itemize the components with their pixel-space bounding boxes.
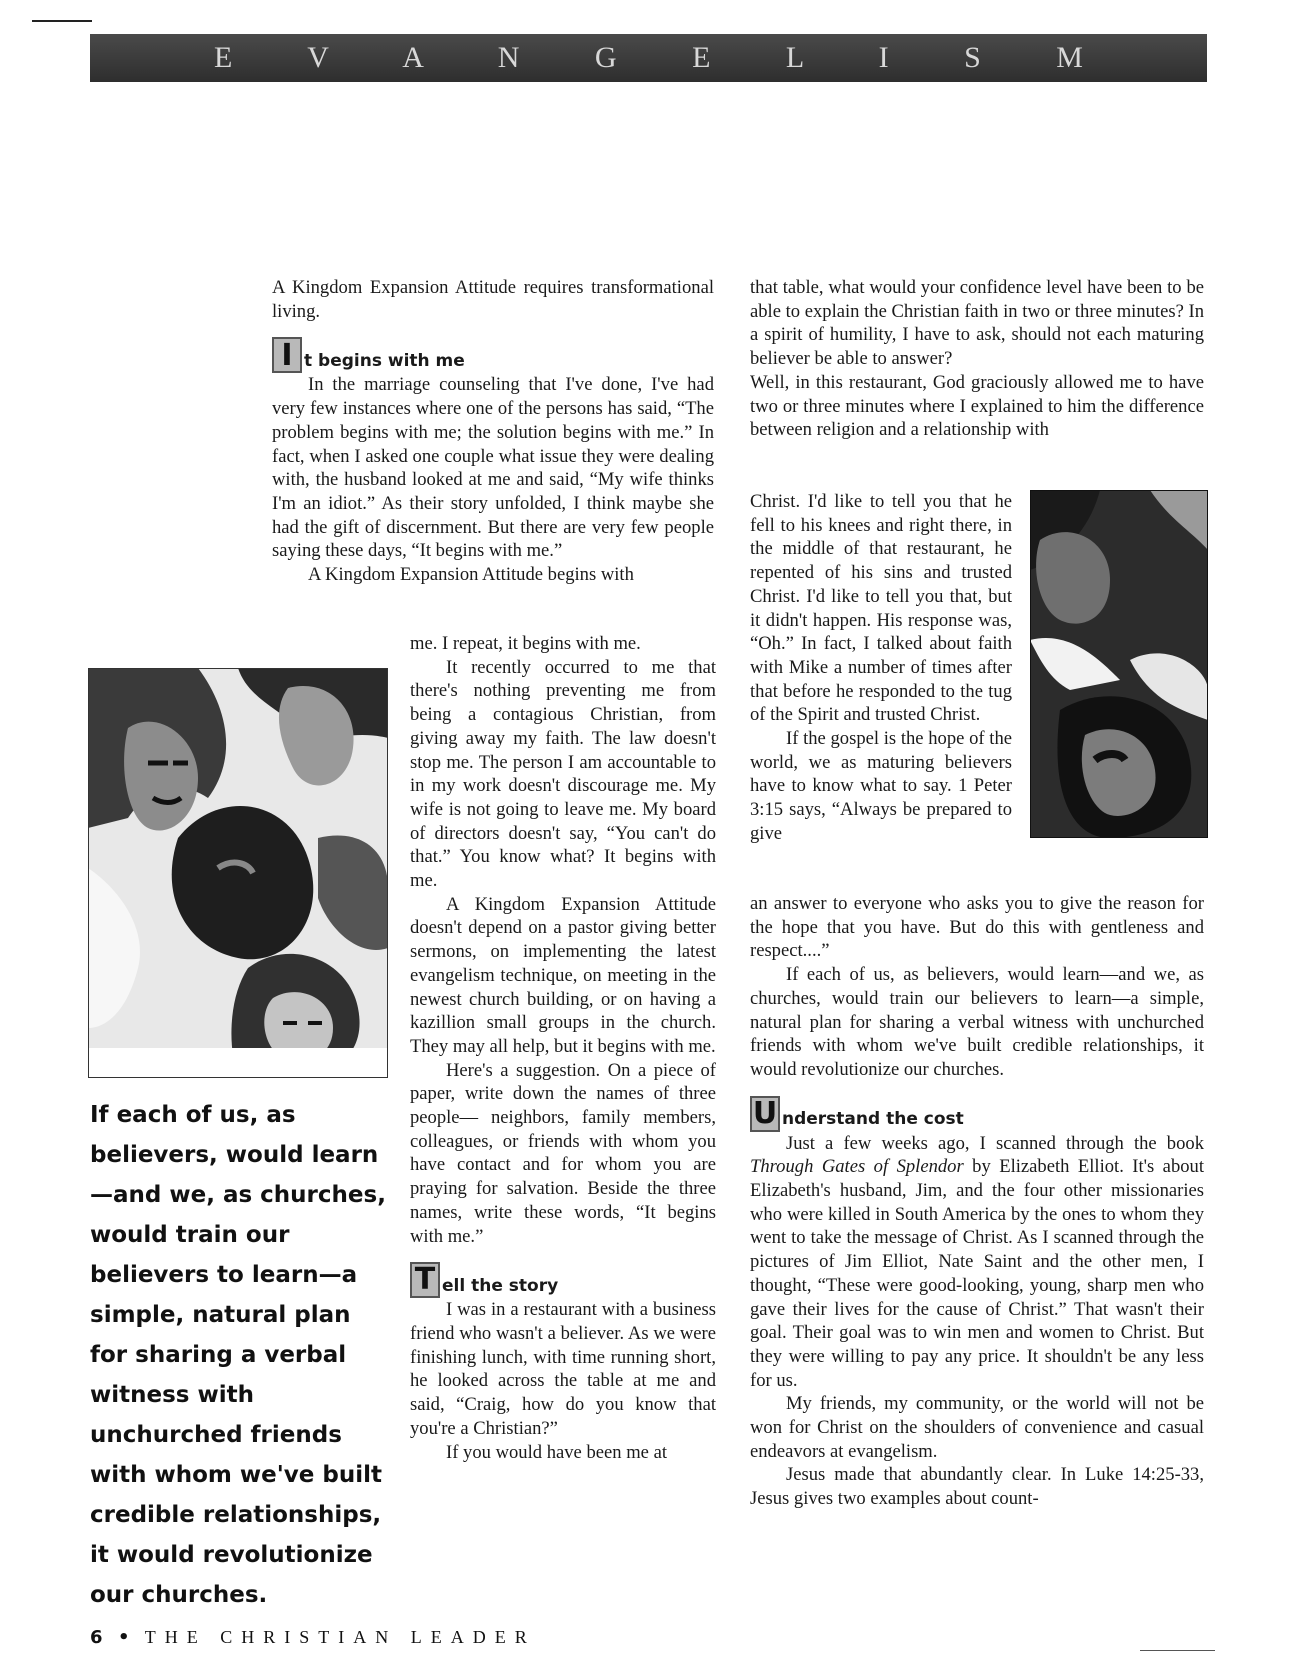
paragraph: I was in a restaurant with a business friend who wasn't a believer. As we were finishing lunch, with time running short, he looked across the table at me and said, “Craig, how do you know that you're a Christian?” — [410, 1299, 716, 1439]
illustration-crowd-left — [88, 668, 388, 1078]
section-title: E V A N G E L I S M — [214, 41, 1117, 74]
column-2 — [750, 276, 1204, 442]
paragraph: A Kingdom Expansion Attitude begins with — [308, 564, 634, 586]
paragraph: If each of us, as believers, would learn—and we, as churches, would train our believers to learn—a simple, natural plan for sharing a verbal witness with unchurched friends with whom we've built credible relationships, it would revolutionize our churches. — [750, 964, 1204, 1080]
paragraph: an answer to everyone who asks you to give the reason for the hope that you have. But do this with gentleness and respect....” — [750, 893, 1204, 962]
top-rule — [32, 20, 92, 22]
book-title: Through Gates of Splendor — [750, 1156, 964, 1178]
subhead-text: t begins with me — [304, 350, 465, 371]
magazine-name: THE CHRISTIAN LEADER — [144, 1627, 536, 1647]
paragraph: My friends, my community, or the world will not be won for Christ on the shoulders of convenience and casual endeavors at evangelism. — [750, 1393, 1204, 1462]
subhead-tell-the-story — [410, 1262, 716, 1298]
column-2-narrow — [750, 490, 1012, 846]
text-span: Just a few weeks ago, I scanned through the book — [786, 1132, 1204, 1154]
page-number: 6 — [90, 1627, 105, 1648]
drop-cap: I — [272, 337, 302, 373]
paragraph: that table, what would your confidence level have been to be able to explain the Christian faith in two or three minutes? In a spirit of humility, I have to ask, should not each maturing believer be able to answer? — [750, 277, 1204, 370]
drop-cap: U — [750, 1096, 780, 1132]
footer-bullet: • — [118, 1627, 132, 1648]
subhead-text: nderstand the cost — [782, 1108, 964, 1129]
paragraph: In the marriage counseling that I've done, I've had very few instances where one of the persons has said, “The problem begins with me; the solution begins with me.” In fact, when I asked one couple what issue they were dealing with, the husband looked at me and said, “My wife thinks I'm an idiot.” As their story unfolded, I think maybe she had the gift of discernment. But there are very few people saying these days, “It begins with me.” — [272, 374, 714, 562]
section-banner — [90, 34, 1207, 82]
column-2-lower — [750, 892, 1204, 1511]
pull-quote: If each of us, as believers, would learn—and we, as churches, would train our believers to learn—a simple, natural plan for sharing a verbal witness with unchurched friends with whom we've built credible relationships, it would revolutionize our churches. — [90, 1102, 386, 1608]
subhead-text: ell the story — [442, 1275, 559, 1296]
paragraph: Christ. I'd like to tell you that he fell to his knees and right there, in the middle of that restaurant, he repented of his sins and trusted Christ. I'd like to tell you that, but it didn't happen. His response was, “Oh.” In fact, I talked about faith with Mike a number of times after that before he responded to the tug of the Spirit and trusted Christ. — [750, 491, 1012, 726]
paragraph: If the gospel is the hope of the world, we as maturing believers have to know what to say. 1 Peter 3:15 says, “Always be prepared to give — [750, 728, 1012, 844]
subhead-it-begins — [272, 337, 714, 373]
paragraph: me. I repeat, it begins with me. — [410, 633, 641, 654]
paragraph: Here's a suggestion. On a piece of paper, write down the names of three people— neighbors, family members, colleagues, or friends with whom you have contact and for whom you are praying for salvation. Beside the three names, write these words, “It begins with me.” — [410, 1059, 716, 1247]
paragraph: Jesus made that abundantly clear. In Luke 14:25-33, Jesus gives two examples about count- — [750, 1464, 1204, 1510]
paragraph: If you would have been me at — [446, 1441, 667, 1463]
paragraph — [750, 1132, 1204, 1393]
column-1 — [272, 276, 714, 587]
paragraph: It recently occurred to me that there's nothing preventing me from being a contagious Christian, from giving away my faith. The law doesn't stop me. The person I am accountable to in my work doesn't discourage me. My wife is not going to leave me. My board of directors doesn't say, “You can't do that.” You know what? It begins with me. — [410, 656, 716, 892]
bottom-rule — [1140, 1650, 1215, 1651]
text-span: by Elizabeth Elliot. It's about Elizabeth's husband, Jim, and the four other missionaries who were killed in South America by the ones to whom they went to take the message of Christ. As I scanned through the pictures of Jim Elliot, Nate Saint and the other men, I thought, “These were good-looking, young, sharp men who gave their lives for the cause of Christ.” That wasn't their goal. Their goal was to win men and women to Christ. But they were willing to pay any price. It shouldn't be any less for us. — [750, 1156, 1204, 1391]
page-footer — [90, 1627, 536, 1648]
subhead-understand-the-cost — [750, 1096, 1204, 1132]
paragraph: Well, in this restaurant, God graciously allowed me to have two or three minutes where I explained to him the difference between religion and a relationship with — [750, 371, 1204, 441]
drop-cap: T — [410, 1262, 440, 1298]
column-1-narrow — [410, 632, 716, 1464]
intro-paragraph: A Kingdom Expansion Attitude requires transformational living. — [272, 277, 714, 322]
paragraph: A Kingdom Expansion Attitude doesn't depend on a pastor giving better sermons, on implementing the latest evangelism technique, on meeting in the newest church building, or on having a kazillion small groups in the church. They may all help, but it begins with me. — [410, 893, 716, 1057]
illustration-crowd-right — [1030, 490, 1208, 838]
